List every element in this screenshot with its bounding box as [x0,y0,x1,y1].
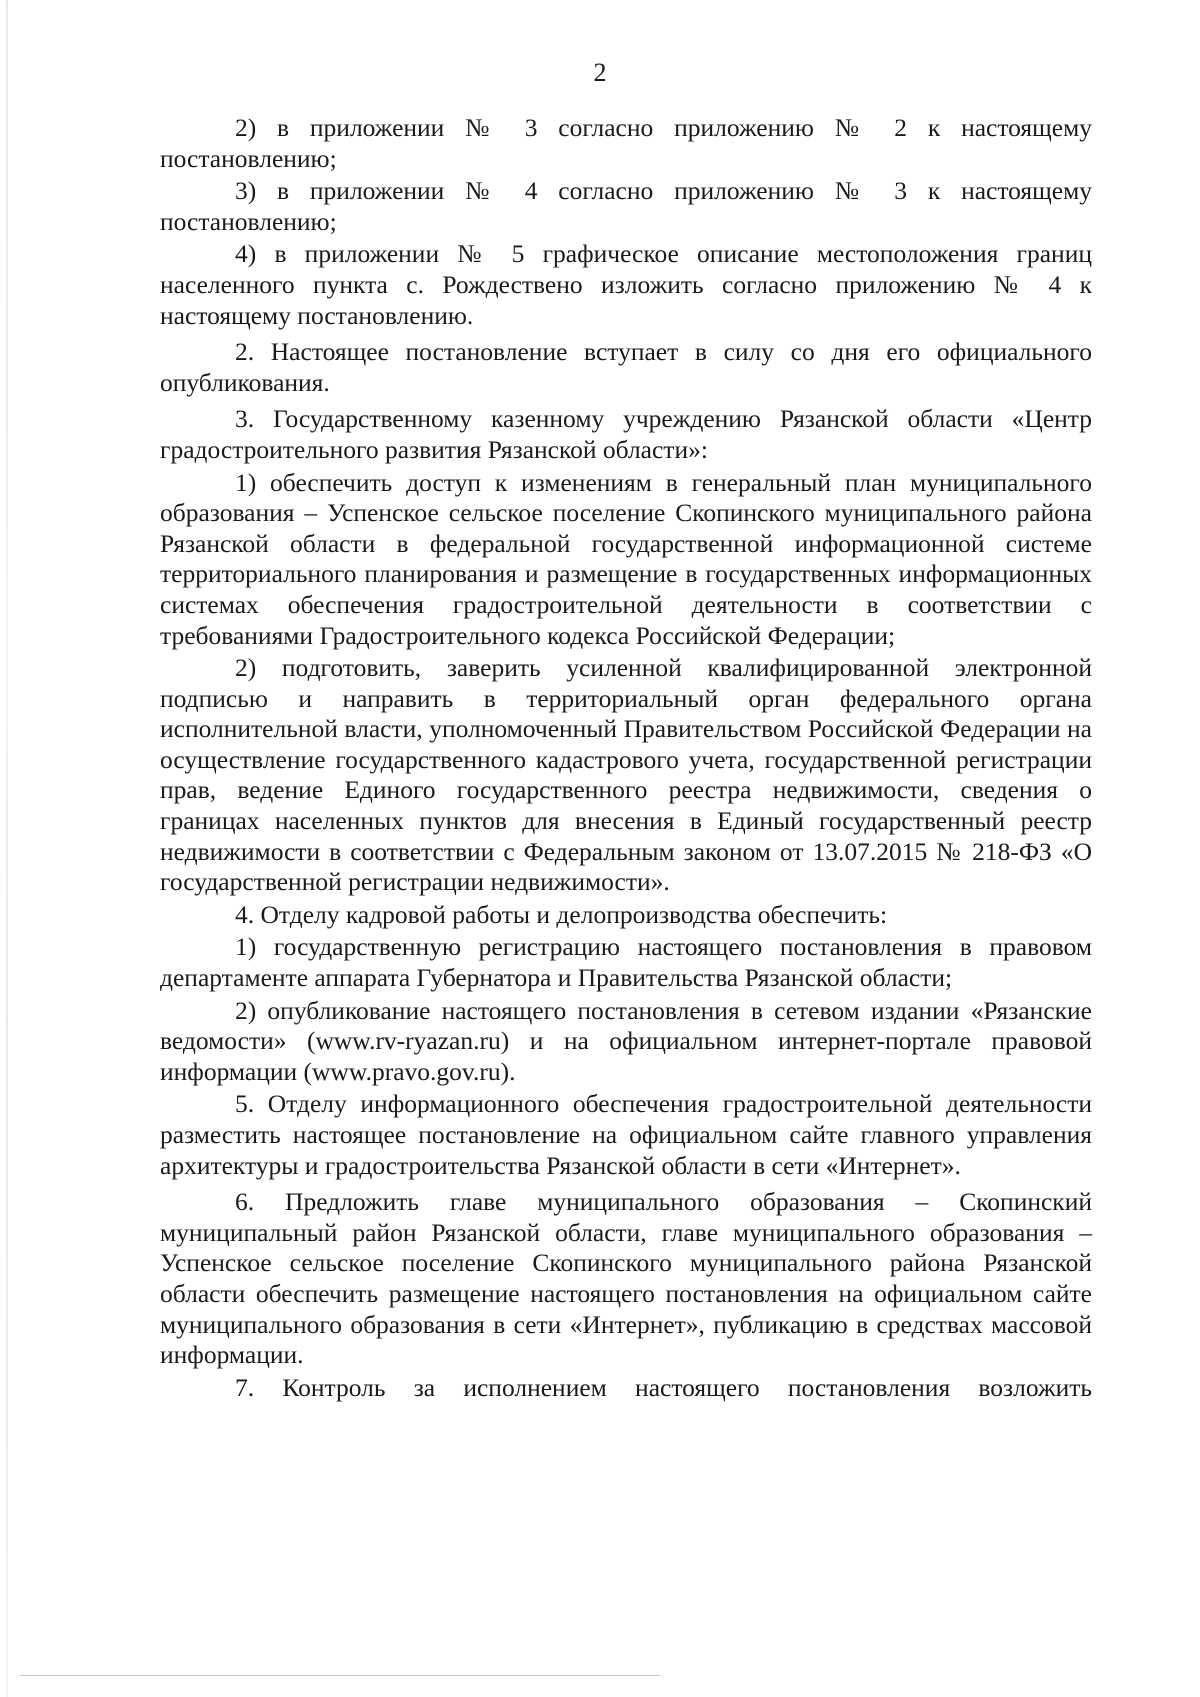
scan-bottom-rule [20,1675,660,1676]
paragraph-item-4: 4) в приложении № 5 графическое описание местоположения границ населенного пункта с. Рождествено изложить согласно приложению № 4 к настоящему постановлению. [160,239,1092,330]
paragraph-section-4-item-2: 2) опубликование настоящего постановления в сетевом издании «Рязанские ведомости» (www.rv-ryazan.ru) и на официальном интернет-портале правовой информации (www.pravo.gov.ru). [160,995,1092,1086]
paragraph-section-7: 7. Контроль за исполнением настоящего постановления возложить [235,1372,1092,1402]
paragraph-section-6: 6. Предложить главе муниципального образования – Скопинский муниципальный район Рязанской области, главе муниципального образования – Успенское сельское поселение Скопинского муниципального района Рязанской области обеспечить размещение настоящего постановления на официальном сайте муниципального образования в сети «Интернет», публикацию в средствах массовой информации. [160,1187,1092,1370]
paragraph-section-3-item-1: 1) обеспечить доступ к изменениям в генеральный план муниципального образования – Успенское сельское поселение Скопинского муниципального района Рязанской области в федеральной государственной информационной системе территориального планирования и размещение в государственных информационных системах обеспечения градостроительной деятельности в соответствии с требованиями Градостроительного кодекса Российской Федерации; [160,467,1092,650]
paragraph-section-2: 2. Настоящее постановление вступает в силу со дня его официального опубликования. [160,337,1092,397]
paragraph-section-3-item-2: 2) подготовить, заверить усиленной квалифицированной электронной подписью и направить в территориальный орган федерального органа исполнительной власти, уполномоченный Правительством Российской Федерации на осуществление государственного кадастрового учета, государственной регистрации прав, ведение Единого государственного реестра недвижимости, сведения о границах населенных пунктов для внесения в Единый государственный реестр недвижимости в соответствии с Федеральным законом от 13.07.2015 № 218-ФЗ «О государственной регистрации недвижимости». [160,653,1092,897]
paragraph-item-3: 3) в приложении № 4 согласно приложению № 3 к настоящему постановлению; [160,176,1092,236]
scan-edge [6,0,8,1697]
paragraph-section-5: 5. Отделу информационного обеспечения градостроительной деятельности разместить настоящее постановление на официальном сайте главного управления архитектуры и градостроительства Рязанской области в сети «Интернет». [160,1089,1092,1180]
paragraph-item-2: 2) в приложении № 3 согласно приложению № 2 к настоящему постановлению; [160,113,1092,173]
paragraph-section-4: 4. Отделу кадровой работы и делопроизводства обеспечить: [235,899,888,929]
document-body [160,113,1092,1405]
paragraph-section-4-item-1: 1) государственную регистрацию настоящего постановления в правовом департаменте аппарата Губернатора и Правительства Рязанской области; [160,932,1092,993]
paragraph-section-3: 3. Государственному казенному учреждению Рязанской области «Центр градостроительного развития Рязанской области»: [160,404,1092,464]
page-number: 2 [593,58,607,87]
